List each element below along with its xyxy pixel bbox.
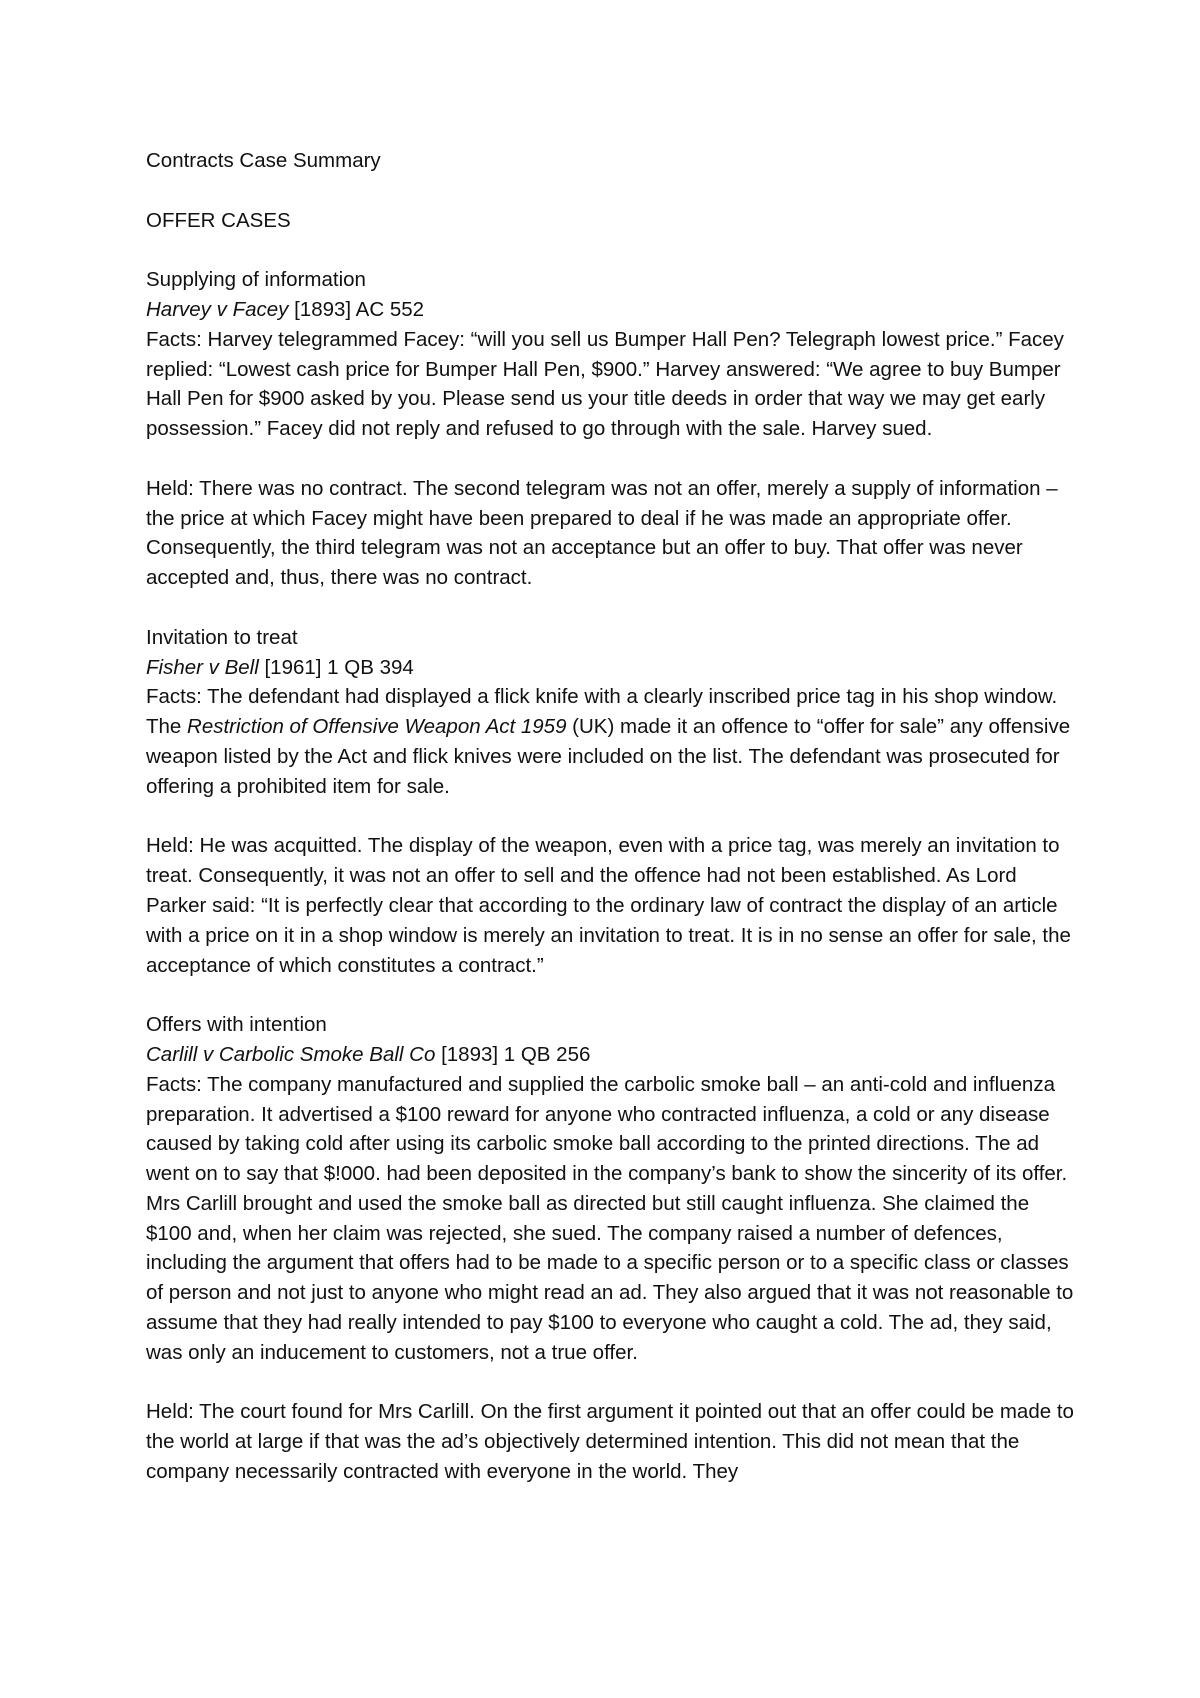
case-heading — [146, 295, 1076, 325]
facts-text: (UK) made it an offence to “offer for sale” any offensive weapon listed by the Act and flick knives were included on the list. The defendant was prosecuted for offering a prohibited item for sale. — [146, 715, 1071, 798]
section-heading: OFFER CASES — [146, 208, 291, 232]
spacer — [146, 235, 1076, 265]
case-citation: [1893] 1 QB 256 — [435, 1042, 591, 1066]
case-citation: [1961] 1 QB 394 — [258, 655, 414, 679]
case-name: Fisher v Bell — [146, 655, 259, 679]
facts-text: Facts: The defendant had displayed a flick knife with a clearly inscribed price tag in his shop window. The — [146, 685, 1058, 739]
case-facts — [146, 682, 1076, 801]
case-facts: Facts: The company manufactured and supplied the carbolic smoke ball – an anti-cold and influenza preparation. It advertised a $100 reward for anyone who contracted influenza, a cold or any disease caused by taking cold after using its carbolic smoke ball according to the printed directions. The ad went on to say that $!000. had been deposited in the company’s bank to show the sincerity of its offer. Mrs Carlill brought and used the smoke ball as directed but still caught influenza. She claimed the $100 and, when her claim was rejected, she sued. The company raised a number of defences, including the argument that offers had to be made to a specific person or to a specific class or classes of person and not just to anyone who might read an ad. They also argued that it was not reasonable to assume that they had really intended to pay $100 to everyone who caught a cold. The ad, they said, was only an inducement to customers, not a true offer. — [146, 1072, 1074, 1364]
spacer — [146, 593, 1076, 623]
case-heading — [146, 1040, 1076, 1070]
case-citation: [1893] AC 552 — [288, 297, 425, 321]
spacer — [146, 444, 1076, 474]
case-held: Held: He was acquitted. The display of the weapon, even with a price tag, was merely an invitation to treat. Consequently, it was not an offer to sell and the offence had not been established. As Lord Parker said: “It is perfectly clear that according to the ordinary law of contract the display of an article with a price on it in a shop window is merely an invitation to treat. It is in no sense an offer for sale, the acceptance of which constitutes a contract.” — [146, 834, 1071, 977]
spacer — [146, 1368, 1076, 1398]
case-held: Held: There was no contract. The second telegram was not an offer, merely a supply of information – the price at which Facey might have been prepared to deal if he was made an appropriate offer. Consequently, the third telegram was not an acceptance but an offer to buy. That offer was never accepted and, thus, there was no contract. — [146, 476, 1058, 590]
case-name: Carlill v Carbolic Smoke Ball Co — [146, 1042, 436, 1066]
spacer — [146, 176, 1076, 206]
case-heading — [146, 653, 1076, 683]
case-topic: Offers with intention — [146, 1013, 327, 1037]
document-page — [146, 146, 1076, 1487]
spacer — [146, 980, 1076, 1010]
case-topic: Invitation to treat — [146, 625, 298, 649]
case-name: Harvey v Facey — [146, 297, 289, 321]
case-facts: Facts: Harvey telegrammed Facey: “will you sell us Bumper Hall Pen? Telegraph lowest price.” Facey replied: “Lowest cash price for Bumper Hall Pen, $900.” Harvey answered: “We agree to buy Bumper Hall Pen for $900 asked by you. Please send us your title deeds in order that way we may get early possession.” Facey did not reply and refused to go through with the sale. Harvey sued. — [146, 327, 1064, 441]
statute-name: Restriction of Offensive Weapon Act 1959 — [187, 715, 567, 739]
document-title: Contracts Case Summary — [146, 149, 381, 172]
spacer — [146, 802, 1076, 832]
case-topic: Supplying of information — [146, 268, 366, 292]
case-held: Held: The court found for Mrs Carlill. On the first argument it pointed out that an offer could be made to the world at large if that was the ad’s objectively determined intention. This did not mean that the company necessarily contracted with everyone in the world. They — [146, 1400, 1074, 1484]
